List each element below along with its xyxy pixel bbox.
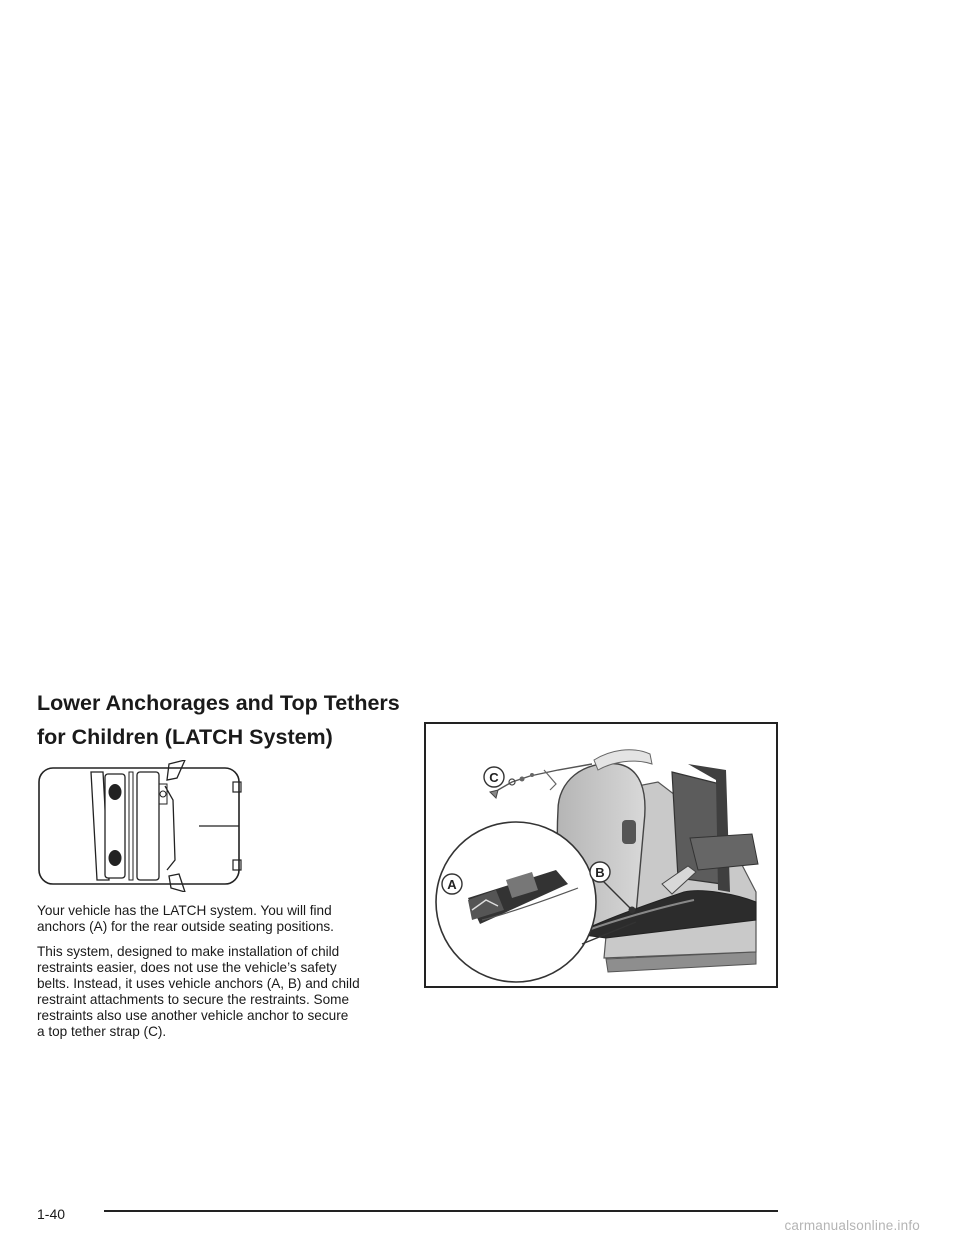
- callout-a: A: [447, 877, 457, 892]
- callout-c: C: [489, 770, 499, 785]
- footer-rule: [104, 1210, 778, 1212]
- section-title: Lower Anchorages and Top Tethers for Children (LATCH System): [37, 691, 400, 749]
- vehicle-top-view-diagram: [37, 760, 249, 892]
- watermark: carmanualsonline.info: [784, 1218, 920, 1233]
- paragraph-latch-details: This system, designed to make installation of child restraints easier, does not use the vehicle’s safety belts. Instead, it uses vehicle anchors (A, B) and child restraint attachments to secure the restraints. Some restraints also use another vehicle anchor to secure a top tether strap (C).: [37, 944, 360, 1039]
- page-number: 1-40: [37, 1206, 66, 1222]
- child-seat-illustration: [426, 724, 776, 986]
- latch-illustration: [424, 722, 778, 988]
- callout-b: B: [595, 865, 605, 880]
- paragraph-latch-overview: Your vehicle has the LATCH system. You will find anchors (A) for the rear outside seating positions.: [37, 903, 334, 934]
- body-text: [37, 903, 382, 1049]
